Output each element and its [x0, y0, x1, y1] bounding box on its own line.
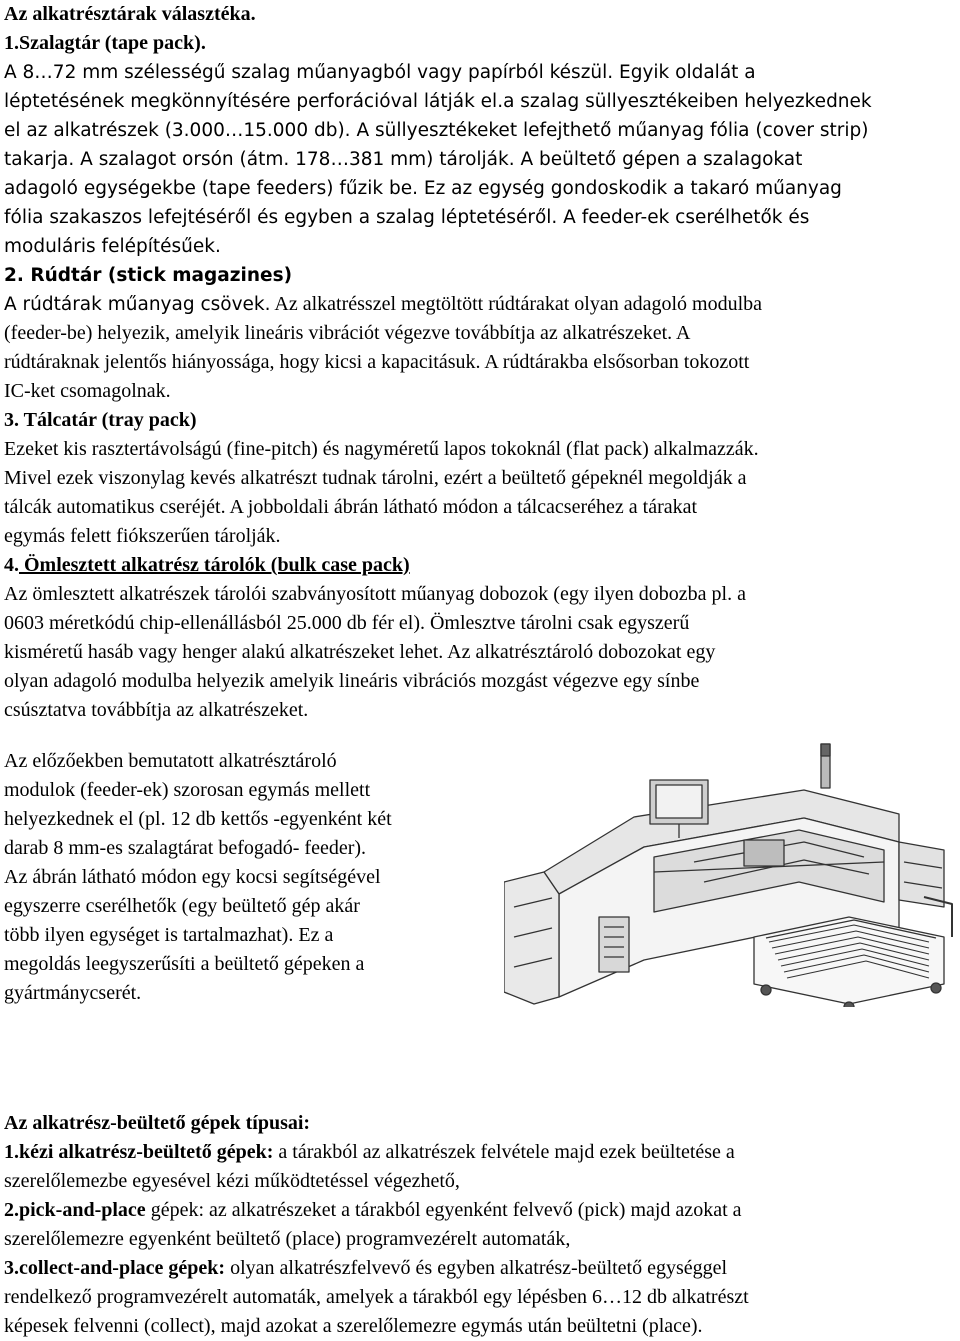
section-4-line: csúsztatva továbbítja az alkatrészeket. [4, 699, 309, 721]
feeder-line: egyszerre cserélhetők (egy beültető gép akár [4, 895, 360, 917]
feeder-line: megoldás leegyszerűsíti a beültető gépeken a [4, 953, 365, 975]
section-2-line: (feeder-be) helyezik, amelyik lineáris vibrációt végezve továbbítja az alkatrészeket. A [4, 322, 691, 344]
output-conveyor [899, 842, 944, 907]
section-1-line: adagoló egységekbe (tape feeders) fűzik be. Ez az egység gondoskodik a takaró műanyag [4, 178, 842, 199]
section-1-line: el az alkatrészek (3.000…15.000 db). A süllyesztékeket lefejthető műanyag fólia (cover strip) [4, 120, 869, 141]
section-1-line: fólia szakaszos lefejtéséről és egyben a szalag léptetéséről. A feeder-ek cserélhetők és [4, 207, 810, 228]
machine-type-1 [4, 1138, 956, 1167]
machine-type-1-text: a tárakból az alkatrészek felvétele majd ezek beültetése a [273, 1141, 735, 1163]
feeder-line: helyezkednek el (pl. 12 db kettős -egyenként két [4, 808, 392, 830]
machine-type-1-label: 1.kézi alkatrész-beültető gépek: [4, 1141, 274, 1163]
section-1-body [4, 58, 956, 261]
machine-type-2-cont: szerelőlemezre egyenként beültető (place) programvezérelt automaták, [4, 1228, 571, 1250]
section-4-line: kisméretű hasáb vagy henger alakú alkatrészeket lehet. Az alkatrésztároló dobozokat egy [4, 641, 716, 663]
placement-head [744, 840, 784, 866]
section-4-title: Ömlesztett alkatrész tárolók (bulk case pack) [19, 554, 410, 576]
section-2-lead: A rúdtárak műanyag csövek. [4, 294, 271, 315]
document-page [4, 0, 956, 1341]
document-title: Az alkatrésztárak választéka. [4, 3, 256, 25]
machine-types-section [4, 1109, 956, 1341]
feeder-line: több ilyen egységet is tartalmazhat). Ez a [4, 924, 334, 946]
feeder-paragraph [4, 747, 499, 1008]
machine-type-3-label: 3.collect-and-place gépek: [4, 1257, 226, 1279]
machine-type-2-label: 2.pick-and-place [4, 1199, 146, 1221]
section-1-line: moduláris felépítésűek. [4, 236, 221, 257]
section-2-heading: 2. Rúdtár (stick magazines) [4, 265, 293, 286]
section-4-heading [4, 551, 956, 580]
feeder-line: gyártmánycserét. [4, 982, 142, 1004]
machine-type-3 [4, 1254, 956, 1283]
section-1-line: takarja. A szalagot orsón (átm. 178…381 mm) tárolják. A beültető gépen a szalagokat [4, 149, 803, 170]
input-conveyor [504, 872, 559, 1004]
section-2-line: IC-ket csomagolnak. [4, 380, 171, 402]
machine-type-3-text: olyan alkatrészfelvevő és egyben alkatrész-beültető egységgel [225, 1257, 728, 1279]
section-2-lead-rest: Az alkatrésszel megtöltött rúdtárakat olyan adagoló modulba [270, 293, 763, 315]
section-1-heading: 1.Szalagtár (tape pack). [4, 32, 206, 54]
section-3-number: 3. [4, 409, 19, 431]
section-4-line: olyan adagoló modulba helyezik amelyik lineáris vibrációs mozgást végezve egy sínbe [4, 670, 700, 692]
feeder-section [4, 747, 956, 1017]
machine-type-3-cont: képesek felvenni (collect), majd azokat a szerelőlemezre egymás után beültetni (place). [4, 1315, 703, 1337]
section-4-number: 4. [4, 554, 19, 576]
machine-type-3-cont: rendelkező programvezérelt automaták, amelyek a tárakból egy lépésben 6…12 db alkatrészt [4, 1286, 749, 1308]
section-3-line: Mivel ezek viszonylag kevés alkatrészt tudnak tárolni, ezért a beültető gépeknél megoldják a [4, 467, 747, 489]
feeder-line: Az ábrán látható módon egy kocsi segítségével [4, 866, 381, 888]
pick-and-place-machine-illustration [504, 722, 959, 1007]
feeder-line: darab 8 mm-es szalagtárat befogadó- feeder). [4, 837, 367, 859]
section-4-line: 0603 méretkódú chip-ellenállásból 25.000 db fér el). Ömlesztve tárolni csak egyszerű [4, 612, 690, 634]
section-3-heading [4, 406, 956, 435]
section-1-line: A 8…72 mm szélességű szalag műanyagból vagy papírból készül. Egyik oldalát a [4, 62, 756, 83]
machine-type-1-cont: szerelőlemezbe egyesével kézi működtetéssel végezhető, [4, 1170, 460, 1192]
section-3-line: Ezeket kis rasztertávolságú (fine-pitch) és nagyméretű lapos tokoknál (flat pack) alkalmazzák. [4, 438, 759, 460]
machine-type-2 [4, 1196, 956, 1225]
section-3-line: egymás felett fiókszerűen tárolják. [4, 525, 281, 547]
section-1-line: léptetésének megkönnyítésére perforációval látják el.a szalag süllyesztékeiben helyezkednek [4, 91, 872, 112]
machine-type-2-text: gépek: az alkatrészeket a tárakból egyenként felvevő (pick) majd azokat a [145, 1199, 742, 1221]
section-4-line: Az ömlesztett alkatrészek tárolói szabványosított műanyag dobozok (egy ilyen dobozba pl. a [4, 583, 746, 605]
section-2-line [4, 290, 956, 319]
section-3-title: Tálcatár (tray pack) [19, 409, 197, 431]
machine-types-heading: Az alkatrész-beültető gépek típusai: [4, 1112, 311, 1134]
section-2-line: rúdtáraknak jelentős hiányossága, hogy kicsi a kapacitásuk. A rúdtárakba elsősorban tokozott [4, 351, 750, 373]
feeder-line: Az előzőekben bemutatott alkatrésztároló [4, 750, 337, 772]
section-3-line: tálcák automatikus cseréjét. A jobboldali ábrán látható módon a tálcacseréhez a tárakat [4, 496, 698, 518]
feeder-line: modulok (feeder-ek) szorosan egymás mellett [4, 779, 371, 801]
